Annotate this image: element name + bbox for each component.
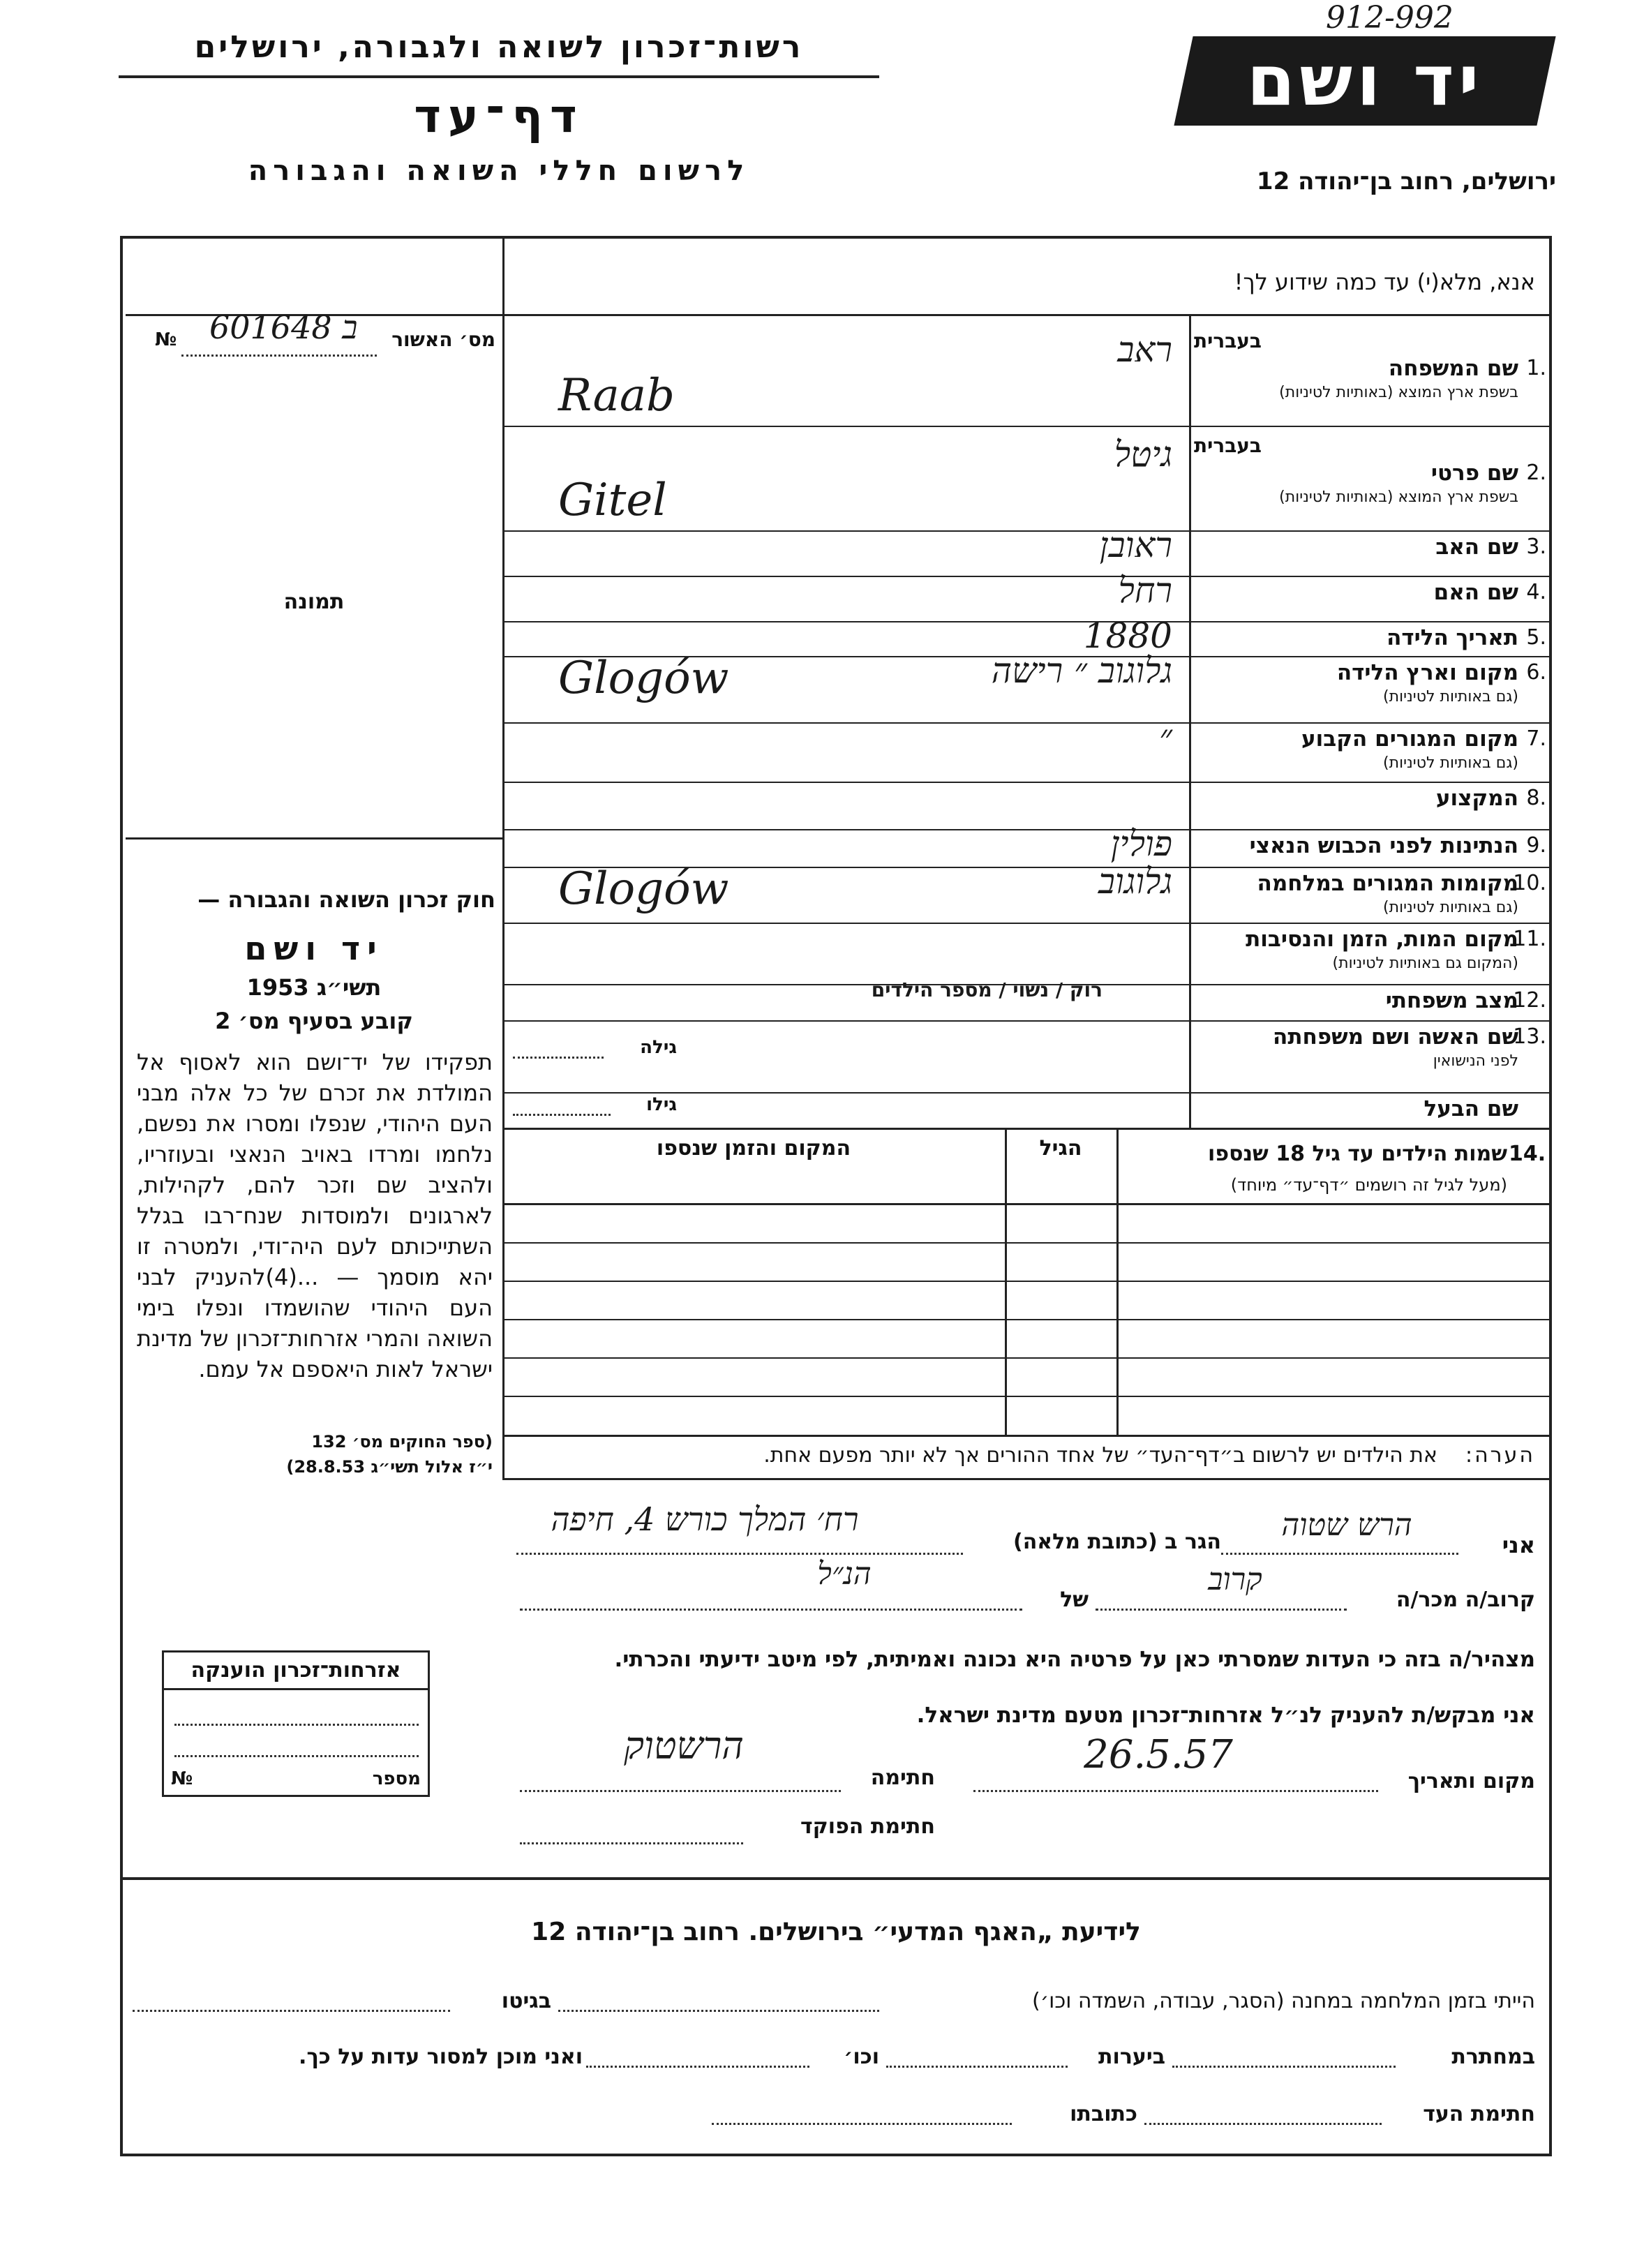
field-number: 8. (1526, 786, 1546, 810)
field-row (1192, 984, 1548, 1020)
footer-line3-fill-2 (712, 2123, 1012, 2125)
field-label: שם האם (1433, 580, 1518, 605)
law-year: תשי״ג 1953 (246, 974, 382, 1001)
footer-line2-fill-3 (586, 2066, 809, 2068)
footer-underground: במחתרת (1451, 2045, 1535, 2069)
age-label-husband: גילו (646, 1094, 677, 1115)
field-number: 12. (1513, 988, 1546, 1013)
field-value-latin: Gitel (558, 475, 667, 526)
of-line (520, 1609, 1022, 1611)
footer-line2-fill-2 (886, 2066, 1068, 2068)
witness-name-line (1221, 1553, 1458, 1555)
field-sublabel: בשפת ארץ המוצא (באותיות לטיניות) (1279, 384, 1518, 401)
field-row (1192, 1092, 1548, 1128)
field-value-hebrew: ראובן (1099, 525, 1172, 565)
field-value-hebrew: 1880 (1083, 616, 1172, 656)
field-label: שם המשפחה (1388, 356, 1518, 381)
field-label: שם פרטי (1430, 461, 1518, 486)
children-row-line-2 (502, 1281, 1552, 1282)
request-text: אני מבקש/ת להעניק לנ״ל אזרחות־זכרון מטעם מדינת ישראל. (916, 1703, 1535, 1728)
yad-vashem-logo (1174, 36, 1555, 126)
witness-name: הרש שטוה (1281, 1507, 1412, 1543)
field-row (1192, 867, 1548, 923)
approval-number-symbol: № (155, 329, 177, 350)
declaration-text: מצהיר/ה בזה כי העדות שמסרתי כאן על פרטיה היא נכונה ואמיתית, לפי מיטב ידיעתי והכרתי. (614, 1647, 1535, 1672)
official-signature-line (520, 1842, 743, 1844)
children-row-line-3 (502, 1319, 1552, 1320)
field-number: 11. (1513, 927, 1546, 951)
left-panel-hline-2 (126, 837, 502, 840)
footer-etc: וכו׳ (844, 2045, 879, 2069)
law-reference-1: (ספר החוקים מס׳ 132 (311, 1432, 493, 1452)
field-value-hebrew: גלוגוב (1098, 861, 1172, 902)
certificate-number-label: מספר (372, 1768, 421, 1789)
children-row-line-4 (502, 1357, 1552, 1359)
witness-address-line (516, 1553, 963, 1555)
field-value-hebrew: פולין (1110, 823, 1172, 864)
handwritten-archive-id: 912-992 (1326, 0, 1454, 36)
footer-line1-fill-1 (558, 2010, 879, 2012)
authority-underline (119, 75, 879, 78)
field-value-hebrew: גלוגוב ״ רישה (991, 650, 1172, 691)
field-label: מצב משפחתי (1385, 988, 1518, 1013)
left-panel-divider (502, 236, 505, 1478)
field-number: 13. (1513, 1024, 1546, 1049)
field-number: 4. (1526, 580, 1546, 604)
field-sublabel: (גם באותיות לטיניות) (1383, 754, 1518, 772)
fields-label-divider (1189, 314, 1191, 1128)
field-row (1192, 923, 1548, 984)
field-number: 2. (1526, 461, 1546, 485)
children-subtitle: (מעל לגיל זה רושמים ״דף־עד״ מיוחד) (1230, 1175, 1507, 1195)
field-row (1192, 530, 1548, 576)
witness-i-label: אני (1502, 1532, 1535, 1558)
certificate-line-2 (174, 1755, 419, 1757)
law-title: חוק זכרון השואה והגבורה — (197, 886, 495, 913)
relative-label: קרוב/ה מכר/ה (1396, 1588, 1535, 1612)
logo-text: יד ושם (1246, 40, 1484, 121)
field-separator (502, 426, 1552, 427)
footer-forests: ביערות (1098, 2045, 1165, 2069)
witness-signature: הרשטוק (624, 1724, 744, 1768)
signature-line (520, 1790, 841, 1792)
form-subtitle: לרשום חללי השואה והגבורה (248, 155, 750, 187)
children-row-line-1 (502, 1242, 1552, 1244)
law-clause: קובע בסעיף מס׳ 2 (215, 1008, 413, 1034)
certificate-title: אזרחות־זכרון הוענקה (164, 1652, 428, 1690)
footer-address-label: כתובתו (1070, 2102, 1137, 2126)
law-text: תפקידו של יד־ושם הוא לאסוף אל המולדת את זכרם של כל אלה מבני העם היהודי, שנפלו ומסרו את נפשם, נלחמו ומרדו באויב הנאצי ובעוזריו, ולהציב שם וזכר להם, לקהילות, לארגונים ולמוסדות שנח־רבו בגלל השתייכותם לעם היה־ודי, ולמטרה זו יהא מוסמך — ...(4)להעניק לבני העם היהודי שהושמדו ונפלו בימי השואה והמרי אזרחות־זכרון של מדינת ישראל לאות היאספם אל עמם. (137, 1049, 493, 1382)
form-instruction: אנא, מלא(י) עד כמה שידוע לך! (1234, 269, 1535, 295)
instruction-underline (502, 314, 1552, 316)
certificate-number-symbol: № (171, 1768, 193, 1789)
field-sublabel: לפני הנישואין (1433, 1052, 1518, 1070)
footer-line3-fill-1 (1144, 2123, 1382, 2125)
official-signature-label: חתימת הפוקד (800, 1814, 935, 1839)
note-text: את הילדים יש לרשום ב״דף־העד״ של אחד ההורים אך לא יותר מפעם אחת. (763, 1443, 1437, 1468)
field-value-hebrew: ראב (1117, 329, 1172, 370)
field-sublabel: (המקום גם באותיות לטיניות) (1332, 955, 1518, 972)
field-label: שם הבעל (1423, 1096, 1518, 1121)
form-title: דף־עד (414, 89, 584, 143)
field-number: 1. (1526, 356, 1546, 380)
field-value-hebrew: רחל (1118, 570, 1172, 611)
signature-label: חתימה (870, 1766, 935, 1790)
field-value-latin: Glogów (558, 652, 729, 704)
field-row (1192, 829, 1548, 867)
field-row (1192, 433, 1548, 530)
field-row (1192, 656, 1548, 722)
field-label: הנתינות לפני הכבוש הנאצי (1249, 833, 1518, 858)
place-date-line (973, 1790, 1378, 1792)
age-line-wife (513, 1057, 604, 1059)
footer-line2-fill-1 (1172, 2066, 1396, 2068)
note-label: הערה: (1465, 1443, 1535, 1468)
place-date-label: מקום ותאריך (1407, 1769, 1535, 1793)
age-label-wife: גילה (640, 1037, 677, 1058)
certificate-line-1 (174, 1724, 419, 1726)
field-label: המקצוע (1435, 786, 1518, 811)
field-number: 5. (1526, 625, 1546, 650)
relation-line (1096, 1609, 1347, 1611)
footer-line1-text: הייתי בזמן המלחמה במחנה (הסגר, עבודה, השמדה וכו׳) (1031, 1989, 1535, 2013)
authority-name: רשות־זכרון לשואה ולגבורה, ירושלים (194, 29, 804, 65)
field-row (1192, 621, 1548, 656)
field-value-hebrew: רוק / נשוי / מספר הילדים (871, 978, 1103, 1001)
field-number: 10. (1513, 871, 1546, 895)
field-number: 9. (1526, 833, 1546, 858)
field-value-latin: Raab (558, 370, 675, 421)
field-label: שם האב (1435, 535, 1518, 560)
photo-label: תמונה (283, 590, 345, 614)
footer-top-line (120, 1877, 1552, 1880)
footer-line1-fill-2 (133, 2010, 450, 2012)
footer-testimony: ואני מוכן למסור עדות על כך. (299, 2045, 583, 2069)
children-table-bottom (502, 1435, 1552, 1437)
children-header-line (502, 1203, 1552, 1205)
field-number: 6. (1526, 660, 1546, 685)
approval-number-line (181, 355, 377, 357)
field-number: 7. (1526, 726, 1546, 751)
field-row (1192, 782, 1548, 829)
column-place: המקום והזמן שנספו (656, 1136, 851, 1161)
field-row (1192, 1020, 1548, 1092)
witness-lives-label: הגר ב (כתובת מלאה) (1012, 1530, 1221, 1554)
place-date-value: 26.5.57 (1084, 1732, 1233, 1777)
field-label: מקום המגורים הקבוע (1301, 726, 1518, 752)
header-address: ירושלים, רחוב בן־יהודה 12 (1256, 167, 1556, 195)
field-label: שם האשה ושם משפחתה (1273, 1024, 1518, 1050)
certificate-number-row (171, 1768, 421, 1789)
field-value-hebrew: גיטל (1114, 434, 1172, 475)
approval-label: מס׳ האשור (391, 328, 495, 351)
children-number: 14. (1509, 1142, 1546, 1166)
field-sublabel: בשפת ארץ המוצא (באותיות לטיניות) (1279, 488, 1518, 506)
of-value: הנ״ל (817, 1556, 872, 1592)
field-label: מקומות המגורים במלחמה (1257, 871, 1518, 896)
field-sublabel: (גם באותיות לטיניות) (1383, 899, 1518, 916)
field-hebrew-tag: בעברית (1193, 434, 1262, 457)
age-line-husband (513, 1114, 611, 1116)
field-label: מקום וארץ הלידה (1336, 660, 1518, 685)
note-bottom-line (502, 1478, 1552, 1480)
field-label: מקום המות, הזמן והנסיבות (1246, 927, 1518, 952)
field-row (1192, 328, 1548, 426)
field-value-latin: Glogów (558, 863, 729, 915)
footer-line1-ghetto: בגיטו (501, 1989, 551, 2013)
relation-value: קרוב (1208, 1562, 1262, 1597)
field-label: תאריך הלידה (1387, 625, 1518, 650)
approval-number: ב 601648 (209, 308, 358, 346)
of-label: של (1060, 1588, 1089, 1612)
field-hebrew-tag: בעברית (1193, 329, 1262, 352)
children-row-line-5 (502, 1396, 1552, 1397)
children-table-top (502, 1128, 1552, 1130)
field-value-hebrew: ״ (1159, 717, 1172, 757)
field-sublabel: (גם באותיות לטיניות) (1383, 688, 1518, 706)
field-row (1192, 576, 1548, 621)
field-number: 3. (1526, 535, 1546, 559)
column-age: הגיל (1039, 1136, 1082, 1161)
witness-address: רח׳ המלך כורש 4, חיפה (551, 1500, 859, 1538)
law-reference-2: י״ז אלול תשי״ג 28.8.53) (286, 1457, 493, 1477)
footer-title: לידיעת „האגף המדעי״ בירושלים. רחוב בן־יהודה 12 (531, 1918, 1141, 1946)
field-row (1192, 722, 1548, 782)
children-title: שמות הילדים עד גיל 18 שנספו (1208, 1142, 1507, 1166)
footer-witness-signature: חתימת העד (1423, 2102, 1535, 2126)
law-name: יד ושם (244, 930, 384, 967)
